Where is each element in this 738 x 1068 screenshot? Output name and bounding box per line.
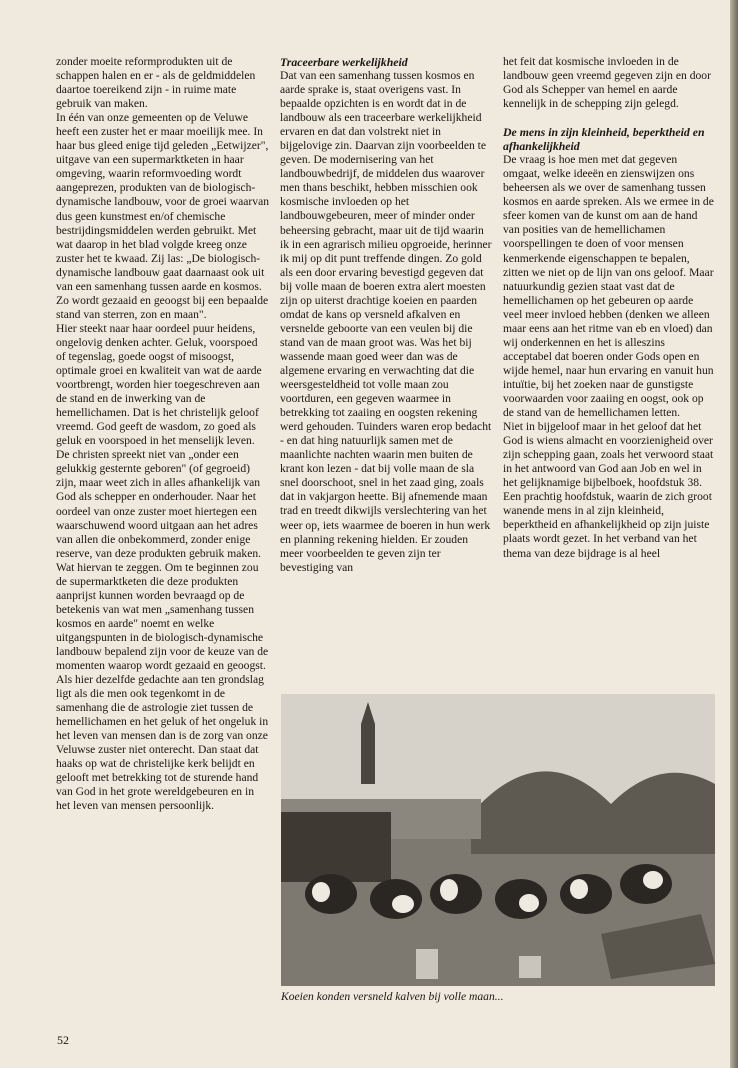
paragraph: Dat van een samenhang tussen kosmos en aarde sprake is, staat overigens vast. In bepaalde opzichten is en wordt dat in de landbouw als een traceerbare werkelijkheid ervaren en dat dan volstrekt niet in bijgelovige zin. Daarvan zijn voorbeelden te geven. De modernisering van het landbouwbedrijf, de middelen dus waarover men thans beschikt, hebben misschien ook kosmische invloeden op het landbouwgebeuren, meer of minder onder beheersing gebracht, maar uit de tijd waarin ik in een agrarisch milieu opgroeide, herinner ik mij op dit punt treffende dingen. Zo gold als een door ervaring bevestigd gegeven dat bij volle maan de boeren extra alert moesten zijn op uiterst drachtige koeien en paarden omdat de kans op versneld afkalven en versnelde geboorte van een veulen bij die stand van de maan groot was. Was het bij wassende maan goed weer dan was de algemene ervaring en verwachting dat die weersgesteldheid tot volle maan zou voortduren, een gegeven waarmee in betrekking tot zaaiing en oogsten rekening werd gehouden. Tuinders waren erop bedacht - en dat hing natuurlijk samen met de maanlichte nachten waarin men buiten de krant kon lezen - dat bij volle maan de sla snel doorschoot, snel in het zaad ging, zoals dat in vakjargon heette. Bij afnemende maan trad en treedt dikwijls verslechtering van het weer op, iets waarmee de boeren in hun werk en planning rekening hielden. Er zouden meer voorbeelden te geven zijn ter bevestiging van [280, 69, 492, 574]
paragraph: Wat hiervan te zeggen. Om te beginnen zou de supermarktketen die deze produkten aanprijst kunnen worden bevraagd op de betekenis van wat men „samenhang tussen kosmos en aarde" noemt en welke uitgangspunten in de biologisch-dynamische landbouw bepalend zijn voor de keuze van de momenten waarop wordt gezaaid en geoogst. Als hier dezelfde gedachte aan ten grondslag ligt als die men ook tegenkomt in de samenhang die de astrologie ziet tussen de hemellichamen en het geluk of het ongeluk in het leven van mensen dan is de zorg van onze Veluwse zuster niet onterecht. Dan staat dat haaks op wat de christelijke kerk belijdt en gelooft met betrekking tot de sturende hand van God in het grote wereldgebeuren en in het leven van mensen persoonlijk. [56, 560, 269, 813]
paragraph: het feit dat kosmische invloeden in de landbouw geen vreemd gegeven zijn en door God als Schepper van hemel en aarde kennelijk in de schepping zijn gelegd. [503, 55, 711, 111]
paragraph: Niet in bijgeloof maar in het geloof dat het God is wiens almacht en voorzienigheid over zijn schepping gaan, zoals het verwoord staat in het antwoord van God aan Job en wel in het gelijknamige bijbelboek, hoofdstuk 38. Een prachtig hoofdstuk, waarin de zich groot wanende mens in al zijn kleinheid, beperktheid en afhankelijkheid op zijn juiste plaats wordt gezet. In het verband van het thema van deze bijdrage is al heel [503, 420, 714, 560]
paragraph: In één van onze gemeenten op de Veluwe heeft een zuster het er maar moeilijk mee. In haar bus gleed enige tijd geleden „Eetwijzer", uitgave van een supermarktketen in haar omgeving, waarin reformvoeding wordt aangeprezen, produkten van de biologisch-dynamische landbouw, voor de groei waarvan dus geen kunstmest en/of chemische bestrijdingsmiddelen werden gebruikt. Met wat daarop in het blad volgde kreeg onze zuster het te kwaad. Zij las: „De biologisch-dynamische landbouw gaat daarnaast ook uit van een samenhang tussen aarde en kosmos. Zo wordt gezaaid en geoogst bij een bepaalde stand van sterren, zon en maan". [56, 111, 270, 321]
paragraph: Hier steekt naar haar oordeel puur heidens, ongelovig denken achter. Geluk, voorspoed of tegenslag, goede oogst of misoogst, optimale groei en kwaliteit van wat de aarde voortbrengt, worden hier toegeschreven aan de stand en de inwerking van de hemellichamen. Dat is het christelijk geloof vreemd. God geeft de wasdom, zo goed als geluk en voorspoed in het menselijk leven. De christen spreekt niet van „onder een gelukkig gesternte geboren" (of gegroeid) zijn, maar weet zich in alles afhankelijk van God als schepper en onderhouder. Naar het oordeel van onze zuster moet hiertegen een waarschuwend woord uitgaan aan het adres van allen die onbekommerd, zonder enige reserve, van deze produkten gebruik maken. [56, 321, 262, 560]
cows-photo [281, 694, 715, 986]
section-heading: De mens in zijn kleinheid, beperktheid en afhankelijkheid [503, 125, 705, 154]
page-number: 52 [57, 1033, 69, 1047]
text-column-middle [280, 55, 494, 575]
cows-photo-illustration [281, 694, 715, 986]
text-column-right [503, 55, 715, 561]
paragraph: De vraag is hoe men met dat gegeven omgaat, welke ideeën en zienswijzen ons beheersen als we over de samenhang tussen kosmos en aarde spreken. Als we ermee in de sfeer komen van de kunst om aan de hand van posities van de hemellichamen voorspellingen te doen of voor mensen kenmerkende eigenschappen te bepalen, zitten we niet op de lijn van ons geloof. Maar natuurkundig gezien staat vast dat de hemellichamen op het gebeuren op aarde veel meer invloed hebben (denken we alleen maar eens aan het ritme van eb en vloed) dan wij onderkennen en het is alleszins acceptabel dat boeren onder Gods open en wijde hemel, naar hun ervaring en vanuit hun intuïtie, bij het zoeken naar de gunstigste voorwaarden voor zaaiing en oogst, ook op de stand van de hemellichamen letten. [503, 153, 714, 420]
text-column-left [56, 55, 270, 814]
section-heading: Traceerbare werkelijkheid [280, 55, 408, 69]
page-edge-shadow [730, 0, 738, 1068]
photo-caption: Koeien konden versneld kalven bij volle maan... [281, 990, 504, 1003]
paragraph: zonder moeite reformprodukten uit de schappen halen en er - als de geldmiddelen daartoe toereikend zijn - in ruime mate gebruik van maken. [56, 55, 256, 111]
